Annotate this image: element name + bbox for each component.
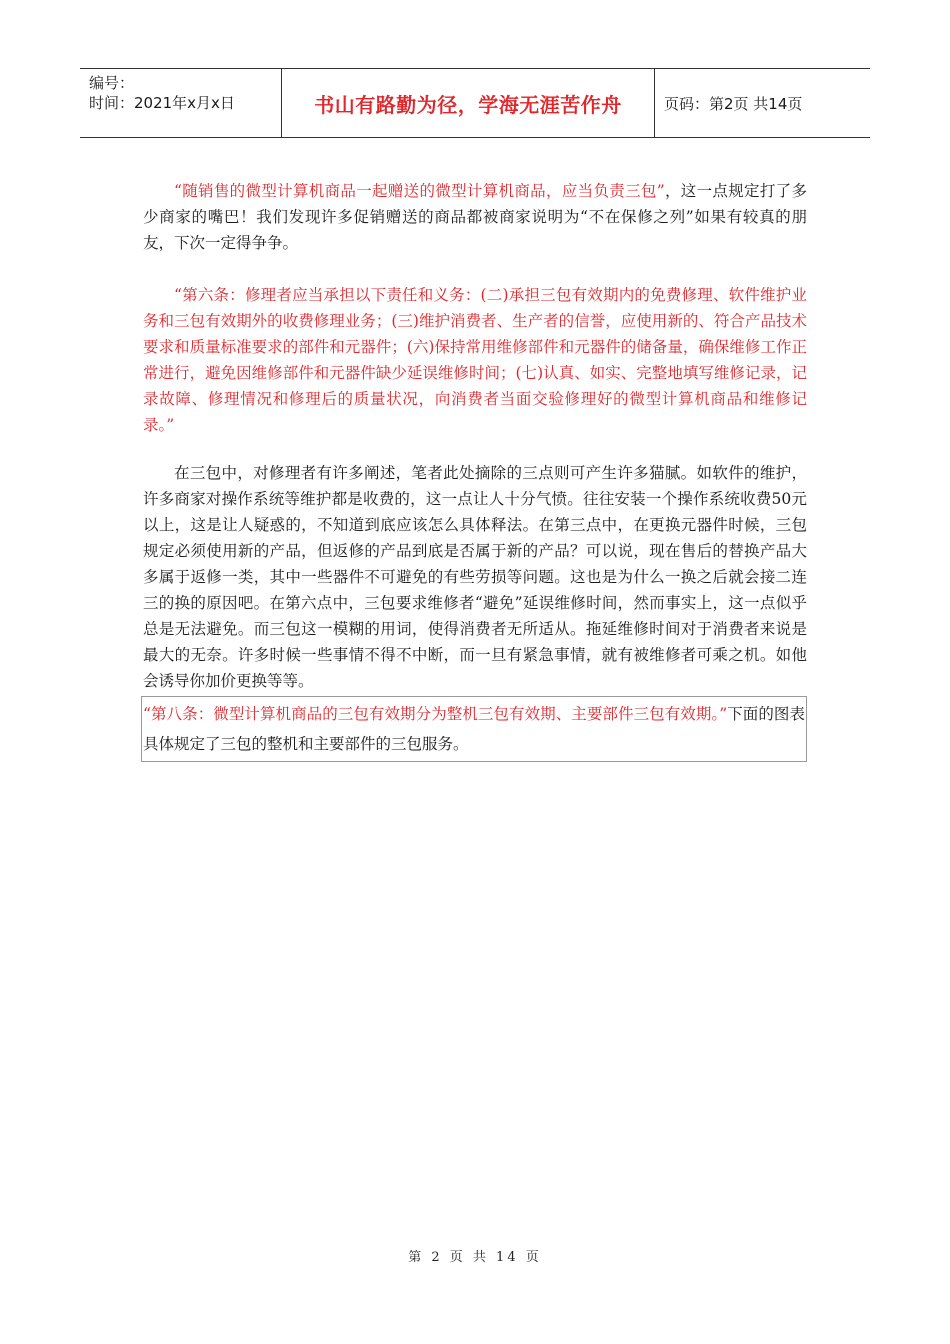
paragraph-analysis: 在三包中，对修理者有许多阐述，笔者此处摘除的三点则可产生许多猫腻。如软件的维护，许多商家对操作系统等维护都是收费的，这一点让人十分气愤。往往安装一个操作系统收费50元以上，这是让人疑惑的，不知道到底应该怎么具体释法。在第三点中，在更换元器件时候，三包规定必须使用新的产品，但返修的产品到底是否属于新的产品？可以说，现在售后的替换产品大多属于返修一类，其中一些器件不可避免的有些劳损等问题。这也是为什么一换之后就会接二连三的换的原因吧。在第六点中，三包要求维修者“避免”延误维修时间，然而事实上，这一点似乎总是无法避免。而三包这一模糊的用词，使得消费者无所适从。拖延维修时间对于消费者来说是最大的无奈。许多时候一些事情不得不中断，而一旦有紧急事情，就有被维修者可乘之机。如他会诱导你加价更换等等。	[143, 464, 807, 690]
paragraph-article-six: “第六条：修理者应当承担以下责任和义务：(二)承担三包有效期内的免费修理、软件维护业务和三包有效期外的收费修理业务；(三)维护消费者、生产者的信誉，应使用新的、符合产品技术要求和质量标准要求的部件和元器件；(六)保持常用维修部件和元器件的储备量，确保维修工作正常进行，避免因维修部件和元器件缺少延误维修时间；(七)认真、如实、完整地填写维修记录，记录故障、修理情况和修理后的质量状况，向消费者当面交验修理好的微型计算机商品和维修记录。”	[143, 286, 807, 434]
header-motto: 书山有路勤为径，学海无涯苦作舟	[281, 69, 655, 137]
page-footer: 第 2 页 共 14 页	[408, 1250, 542, 1265]
document-header	[80, 68, 870, 138]
document-number-label: 编号：	[89, 74, 135, 92]
article-eight-box	[141, 696, 807, 762]
paragraph-gift-warranty	[143, 178, 807, 256]
document-body	[143, 178, 807, 762]
article-eight-comment: 下面的图表具体规定了三包的整机和主要部件的三包服务。	[143, 705, 805, 753]
paragraph-gift-warranty-quote: “随销售的微型计算机商品一起赠送的微型计算机商品，应当负责三包”	[174, 182, 665, 200]
paragraph-gift-warranty-comment: ，这一点规定打了多少商家的嘴巴！我们发现许多促销赠送的商品都被商家说明为“不在保修之列”如果有较真的朋友，下次一定得争争。	[143, 182, 807, 252]
header-page-info: 页码：第2页 共14页	[664, 94, 803, 113]
header-meta-cell	[80, 69, 281, 137]
article-eight-quote: “第八条：微型计算机商品的三包有效期分为整机三包有效期、主要部件三包有效期。”	[143, 705, 728, 723]
document-time-label: 时间：2021年x月x日	[89, 94, 235, 112]
